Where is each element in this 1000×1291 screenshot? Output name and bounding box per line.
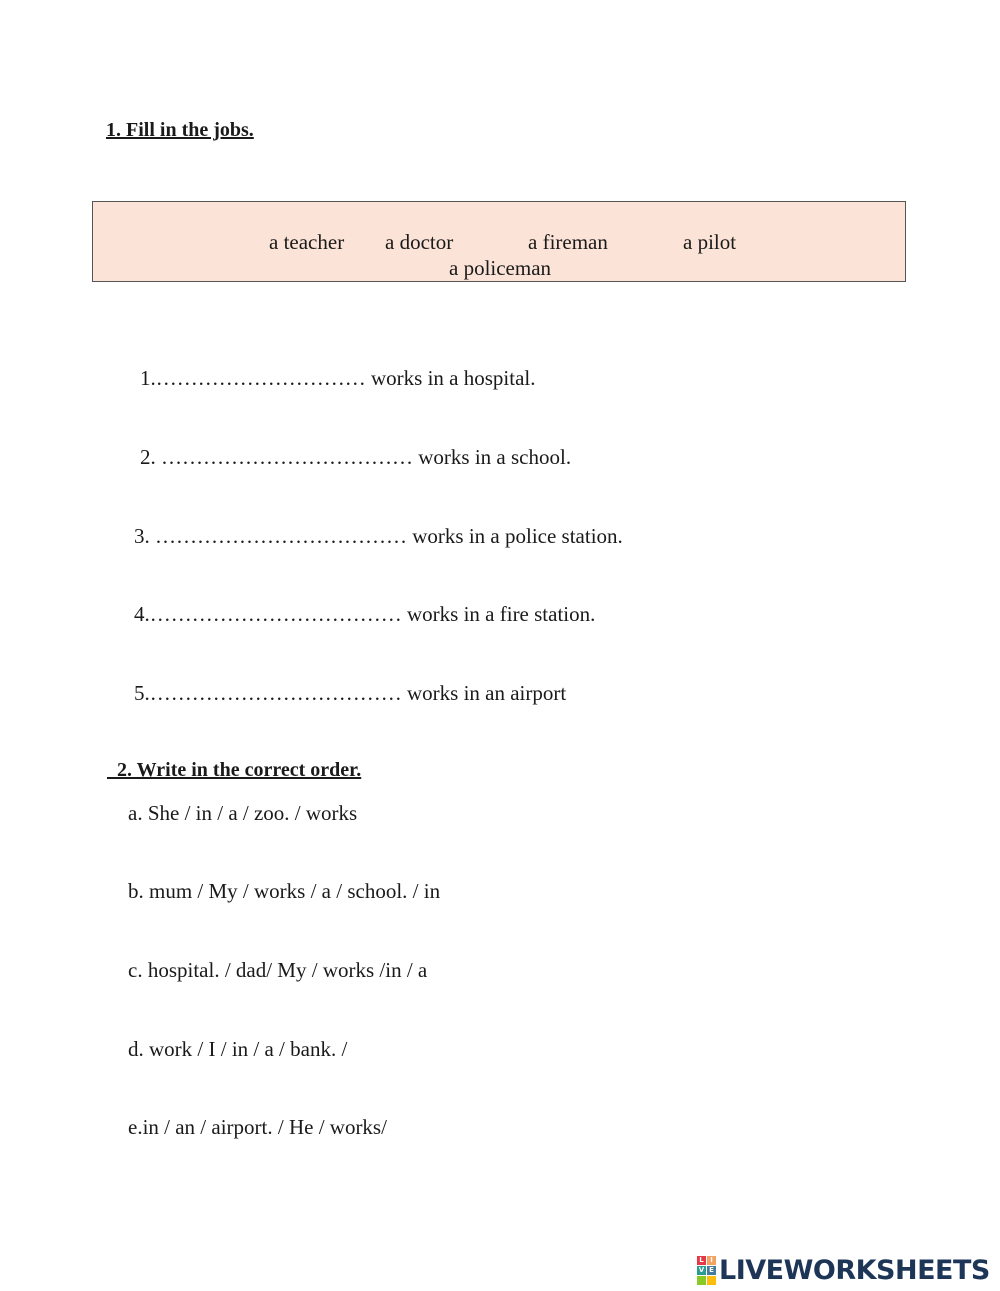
logo-block: I [707,1256,716,1265]
order-item[interactable]: e.in / an / airport. / He / works/ [128,1115,387,1139]
fill-in-item[interactable]: 3. ……………………………… works in a police station. [134,524,623,548]
liveworksheets-logo [697,1253,990,1287]
word-bank-item: a teacher [269,230,345,254]
order-item[interactable]: a. She / in / a / zoo. / works [128,801,358,825]
order-item[interactable]: d. work / I / in / a / bank. / [128,1037,348,1061]
word-bank-item: a fireman [528,230,608,254]
logo-block: E [707,1266,716,1275]
fill-in-item[interactable]: 4.……………………………… works in a fire station. [134,602,596,626]
order-item[interactable]: c. hospital. / dad/ My / works /in / a [128,958,428,982]
word-bank [92,201,906,282]
section2-heading [107,759,361,782]
logo-blocks-icon [697,1256,716,1285]
fill-in-item[interactable]: 1.………………………… works in a hospital. [140,366,536,390]
logo-block: L [697,1256,706,1265]
section1-heading: 1. Fill in the jobs. [106,119,254,141]
order-item[interactable]: b. mum / My / works / a / school. / in [128,879,441,903]
logo-block [707,1276,716,1285]
section2-heading-text: 2. Write in the correct order. [117,759,362,781]
fill-in-item[interactable]: 5.……………………………… works in an airport [134,681,567,705]
logo-block [697,1276,706,1285]
logo-text: LIVEWORKSHEETS [719,1254,990,1286]
word-bank-item: a doctor [385,230,454,254]
word-bank-item: a pilot [683,230,737,254]
logo-block: V [698,1265,705,1274]
word-bank-item: a policeman [449,256,552,280]
fill-in-item[interactable]: 2. ……………………………… works in a school. [140,445,572,469]
